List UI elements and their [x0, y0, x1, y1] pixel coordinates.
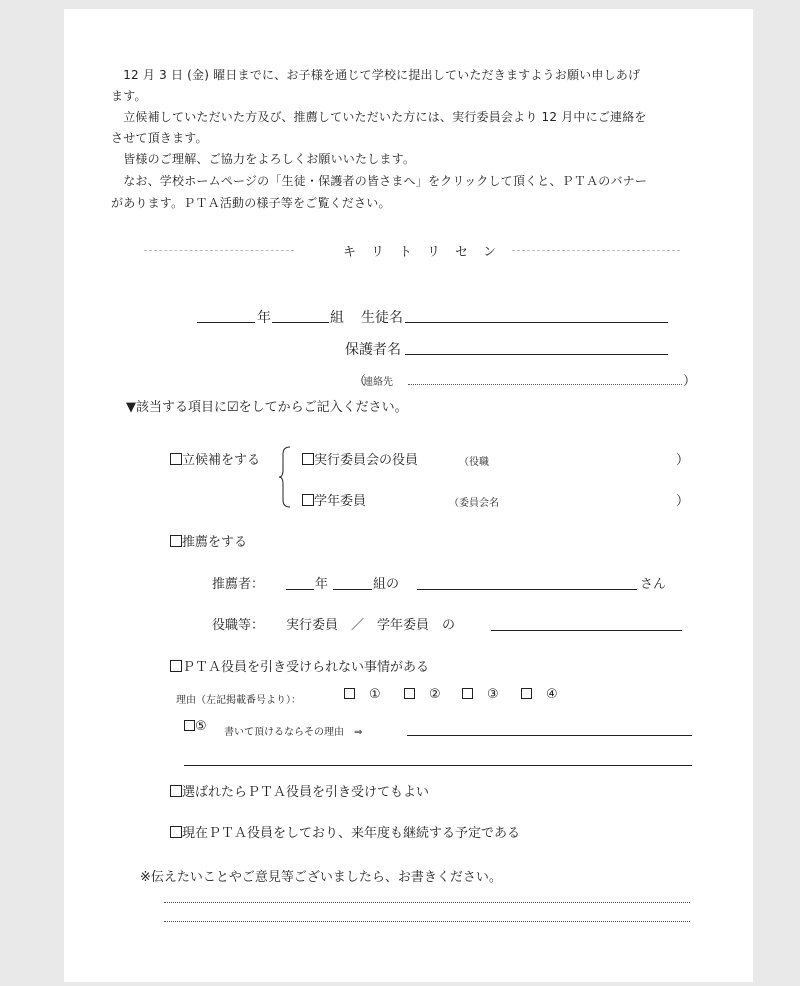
recommend-year-field[interactable]	[286, 589, 314, 590]
reason-3[interactable]	[462, 687, 499, 702]
contact-open-paren: （	[353, 374, 367, 389]
student-name-field[interactable]	[405, 322, 668, 323]
contact-label: 連絡先	[363, 377, 393, 388]
reason-3-checkbox[interactable]	[462, 688, 473, 699]
recommend-name-field[interactable]	[417, 589, 637, 590]
comments-line-1[interactable]	[164, 902, 690, 903]
recommend-class-label: 組の	[373, 577, 400, 592]
cannot-accept-label: ＰＴＡ役員を引き受けられない事情がある	[182, 660, 430, 675]
role-field[interactable]	[491, 630, 682, 631]
grade-committee-label: 学年委員	[314, 494, 367, 509]
student-name-label: 生徒名	[361, 310, 403, 326]
cutline-left	[144, 250, 294, 251]
guardian-name-label: 保護者名	[345, 342, 401, 358]
reason-label: 理由（左記掲載番号より）：	[176, 695, 301, 706]
committee-name-label: （委員会名	[449, 498, 499, 509]
recommend-checkbox[interactable]	[170, 535, 182, 547]
role-value: 実行委員 ／ 学年委員 の	[286, 618, 456, 633]
form-page	[64, 9, 753, 982]
intro-line-7: があります。ＰＴＡ活動の様子等をご覧ください。	[111, 196, 391, 210]
recommend-option[interactable]	[170, 531, 247, 550]
reason-4-checkbox[interactable]	[521, 688, 532, 699]
year-label: 年	[257, 310, 271, 326]
accept-option[interactable]	[170, 781, 429, 800]
committee-name-close: ）	[676, 494, 690, 509]
intro-line-5: 皆様のご理解、ご協力をよろしくお願いいたします。	[111, 152, 416, 166]
comments-line-2[interactable]	[164, 921, 690, 922]
instruction-text: ▼該当する項目に☑をしてからご記入ください。	[126, 400, 408, 415]
cannot-accept-option[interactable]	[170, 656, 429, 675]
exec-role-close: ）	[676, 453, 690, 468]
reason-5-field-line-2[interactable]	[184, 765, 692, 766]
exec-committee-option[interactable]	[302, 449, 418, 468]
recommend-year-label: 年	[315, 577, 329, 592]
reason-4[interactable]	[521, 687, 558, 702]
candidacy-label: 立候補をする	[182, 453, 261, 468]
exec-committee-checkbox[interactable]	[302, 453, 314, 465]
contact-close-paren: ）	[683, 374, 697, 389]
continue-label: 現在ＰＴＡ役員をしており、来年度も継続する予定である	[182, 826, 521, 841]
reason-5-field-line-1[interactable]	[407, 735, 692, 736]
reason-2-num: ②	[429, 687, 441, 702]
reason-4-num: ④	[546, 687, 558, 702]
intro-line-1: 12 月 3 日 (金) 曜日までに、お子様を通じて学校に提出していただきますようお願い申しあげ	[111, 68, 641, 82]
reason-5[interactable]	[184, 719, 207, 734]
grade-committee-checkbox[interactable]	[302, 494, 314, 506]
accept-label: 選ばれたらＰＴＡ役員を引き受けてもよい	[182, 785, 430, 800]
year-field[interactable]	[197, 322, 255, 323]
contact-field[interactable]	[408, 384, 682, 385]
intro-line-4: させて頂きます。	[111, 131, 208, 145]
exec-role-label: （役職	[459, 457, 489, 468]
continue-option[interactable]	[170, 822, 520, 841]
recommend-class-field[interactable]	[333, 589, 372, 590]
accept-checkbox[interactable]	[170, 785, 182, 797]
class-field[interactable]	[272, 322, 329, 323]
reason-5-num: ⑤	[195, 719, 207, 734]
recommend-label: 推薦をする	[182, 535, 248, 550]
reason-5-checkbox[interactable]	[184, 720, 195, 731]
comments-label: ※伝えたいことやご意見等ございましたら、お書きください。	[140, 870, 502, 885]
intro-line-2: ます。	[111, 89, 147, 103]
exec-committee-label: 実行委員会の役員	[314, 453, 419, 468]
grade-committee-option[interactable]	[302, 490, 366, 509]
intro-line-3: 立候補していただいた方及び、推薦していただいた方には、実行委員会より 12 月中にご連絡を	[111, 110, 647, 124]
guardian-name-field[interactable]	[405, 354, 668, 355]
reason-1[interactable]	[344, 687, 381, 702]
cutline-right	[512, 250, 680, 251]
cannot-accept-checkbox[interactable]	[170, 660, 182, 672]
reason-2-checkbox[interactable]	[404, 688, 415, 699]
class-label: 組	[330, 310, 344, 326]
honorific-label: さん	[640, 577, 667, 592]
reason-1-checkbox[interactable]	[344, 688, 355, 699]
cutline-label: キ リ ト リ セ ン	[343, 245, 498, 260]
reason-3-num: ③	[487, 687, 499, 702]
reason-2[interactable]	[404, 687, 441, 702]
brace-icon	[278, 446, 292, 508]
reason-5-text: 書いて頂けるならその理由 ⇒	[224, 727, 363, 738]
reason-1-num: ①	[369, 687, 381, 702]
candidacy-checkbox[interactable]	[170, 453, 182, 465]
recommender-label: 推薦者：	[212, 577, 265, 592]
candidacy-option[interactable]	[170, 449, 260, 468]
continue-checkbox[interactable]	[170, 826, 182, 838]
intro-line-6: なお、学校ホームページの「生徒・保護者の皆さまへ」をクリックして頂くと、ＰＴＡのバナー	[111, 174, 648, 188]
role-label: 役職等：	[212, 618, 265, 633]
